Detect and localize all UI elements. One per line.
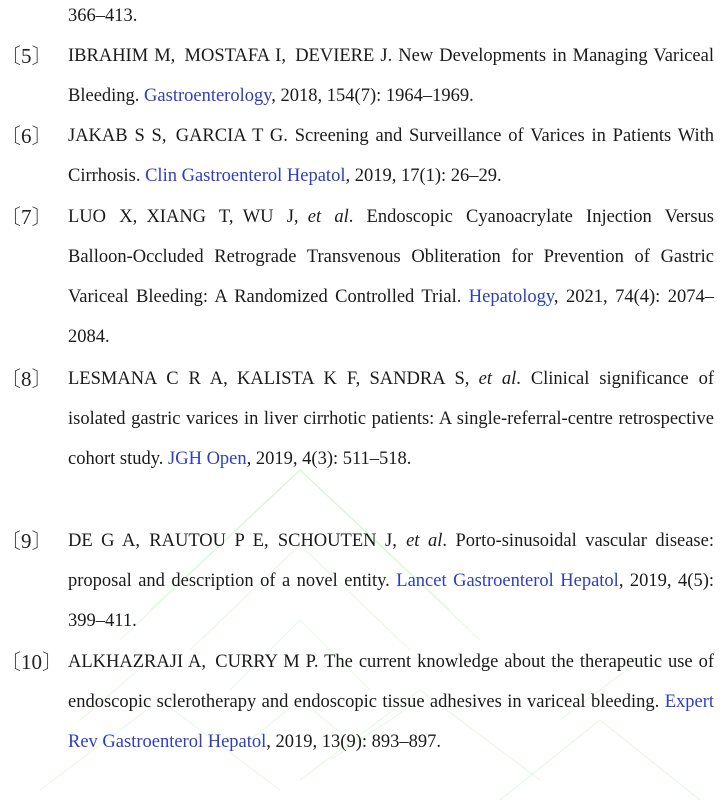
reference-item — [0, 36, 714, 116]
reference-authors: IBRAHIM M, MOSTAFA I, DEVIERE J — [68, 46, 388, 66]
reference-et-al: et al — [307, 207, 349, 227]
reference-details: , 2019, 17(1): 26–29. — [345, 166, 502, 186]
reference-details: , 2019, 4(3): 511–518. — [246, 449, 412, 469]
reference-journal-link[interactable]: Lancet Gastroenterol Hepatol — [396, 571, 619, 591]
reference-item — [0, 521, 714, 641]
reference-details: , 2019, 4(5): 399–411. — [68, 571, 715, 631]
reference-text — [68, 359, 714, 479]
reference-number: 〔6〕 — [0, 124, 53, 148]
reference-details: , 2019, 13(9): 893–897. — [266, 732, 442, 752]
reference-et-al: et al — [478, 369, 517, 389]
reference-number: 〔9〕 — [0, 529, 53, 553]
reference-text — [68, 642, 714, 762]
reference-authors: LESMANA C R A, KALISTA K F, SANDRA S, — [68, 369, 479, 389]
reference-item — [0, 359, 714, 479]
reference-authors: LUO X, XIANG T, WU J, — [68, 207, 308, 227]
reference-title: . Screening and Surveillance of Varices in Patients With Cirrhosis. — [68, 126, 714, 186]
reference-title: . The current knowledge about the therapeutic use of endoscopic sclerotherapy and endoscopic tissue adhesives in variceal bleeding. — [68, 652, 714, 712]
reference-number: 〔7〕 — [0, 205, 53, 229]
reference-text — [68, 116, 714, 196]
reference-journal-link[interactable]: JGH Open — [168, 449, 247, 469]
reference-text — [68, 197, 714, 357]
reference-journal-link[interactable]: Expert Rev Gastroenterol Hepatol — [68, 692, 714, 752]
reference-title: . Clinical significance of isolated gastric varices in liver cirrhotic patients: A single-referral-centre retrospective cohort study. — [68, 369, 714, 469]
reference-title: . New Developments in Managing Variceal Bleeding. — [68, 46, 714, 106]
reference-authors: DE G A, RAUTOU P E, SCHOUTEN J, — [68, 531, 407, 551]
reference-number: 〔10〕 — [0, 650, 63, 674]
reference-authors: JAKAB S S, GARCIA T G — [68, 126, 284, 146]
reference-item — [0, 642, 714, 762]
reference-authors: ALKHAZRAJI A, CURRY M P — [68, 652, 314, 672]
reference-text — [68, 521, 714, 641]
reference-et-al: et al — [406, 531, 443, 551]
reference-journal-link[interactable]: Clin Gastroenterol Hepatol — [145, 166, 346, 186]
reference-item — [0, 197, 714, 357]
reference-title: . Endoscopic Cyanoacrylate Injection Versus Balloon-Occluded Retrograde Transvenous Obliteration for Prevention of Gastric Variceal Bleeding: A Randomized Controlled Trial. — [68, 207, 714, 307]
reference-number: 〔5〕 — [0, 44, 53, 68]
reference-item — [0, 116, 714, 196]
reference-text — [68, 36, 714, 116]
reference-journal-link[interactable]: Gastroenterology — [144, 86, 272, 106]
reference-details: , 2021, 74(4): 2074–2084. — [68, 287, 714, 347]
reference-title: . Porto-sinusoidal vascular disease: proposal and description of a novel entity. — [68, 531, 714, 591]
reference-journal-link[interactable]: Hepatology — [468, 287, 554, 307]
reference-continuation: 366–413. — [68, 6, 138, 26]
reference-number: 〔8〕 — [0, 367, 53, 391]
reference-details: , 2018, 154(7): 1964–1969. — [271, 86, 474, 106]
